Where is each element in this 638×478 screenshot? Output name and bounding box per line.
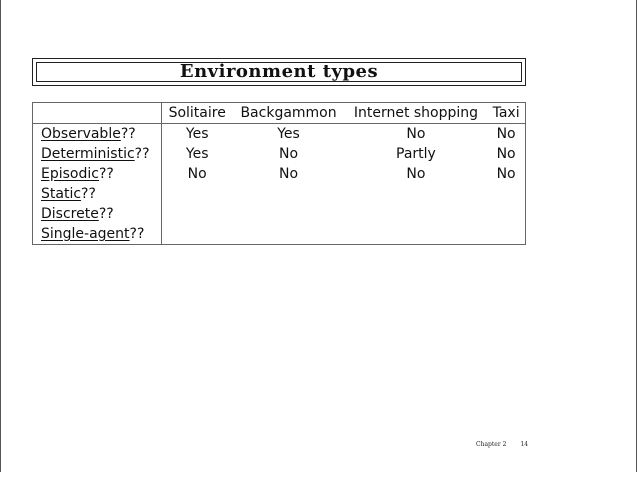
property-suffix: ?? xyxy=(129,226,145,242)
slide-footer xyxy=(476,441,528,448)
property-cell xyxy=(33,124,162,145)
table-header-row xyxy=(33,103,526,124)
value-cell xyxy=(162,184,233,204)
value-cell xyxy=(487,224,525,245)
chapter-label: Chapter 2 xyxy=(476,441,507,448)
value-cell: No xyxy=(406,166,426,182)
property-cell xyxy=(33,224,162,245)
value-cell xyxy=(232,204,344,224)
property-suffix: ?? xyxy=(81,186,96,202)
value-cell: No xyxy=(496,126,516,142)
property-cell xyxy=(33,204,162,224)
value-cell xyxy=(232,224,344,245)
property-link[interactable]: Static xyxy=(41,186,82,202)
table-row xyxy=(33,204,526,224)
property-suffix: ?? xyxy=(134,146,150,162)
table-row xyxy=(33,164,526,184)
page-number: 14 xyxy=(520,441,529,448)
value-cell xyxy=(345,224,488,245)
property-link[interactable]: Episodic xyxy=(41,166,99,182)
value-cell: No xyxy=(496,166,516,182)
property-link[interactable]: Discrete xyxy=(41,206,99,222)
value-cell: Yes xyxy=(185,146,209,162)
property-cell xyxy=(33,144,162,164)
property-suffix: ?? xyxy=(98,166,114,182)
title-box xyxy=(32,58,526,86)
value-cell: Yes xyxy=(277,126,300,142)
value-cell: Yes xyxy=(185,126,209,142)
value-cell: No xyxy=(406,126,426,142)
property-suffix: ?? xyxy=(98,206,114,222)
column-header: Solitaire xyxy=(168,105,226,121)
value-cell xyxy=(345,204,488,224)
value-cell xyxy=(232,184,344,204)
column-header: Backgammon xyxy=(240,105,337,121)
value-cell xyxy=(487,184,525,204)
environment-table xyxy=(32,102,526,245)
value-cell xyxy=(162,204,233,224)
property-link[interactable]: Single-agent xyxy=(41,226,130,242)
property-suffix: ?? xyxy=(120,126,136,142)
value-cell xyxy=(162,224,233,245)
column-header: Internet shopping xyxy=(353,105,479,121)
property-cell xyxy=(33,164,162,184)
value-cell: No xyxy=(496,146,516,162)
header-corner-cell xyxy=(33,103,162,124)
value-cell xyxy=(345,184,488,204)
value-cell: No xyxy=(187,166,207,182)
table-row xyxy=(33,144,526,164)
table-row xyxy=(33,184,526,204)
table-row xyxy=(33,224,526,245)
slide-title: Environment types xyxy=(179,60,379,82)
value-cell xyxy=(487,204,525,224)
value-cell: No xyxy=(279,146,299,162)
title-box-inner xyxy=(36,62,522,82)
value-cell: No xyxy=(279,166,299,182)
value-cell: Partly xyxy=(396,146,436,162)
property-cell xyxy=(33,184,162,204)
property-link[interactable]: Observable xyxy=(41,126,121,142)
property-link[interactable]: Deterministic xyxy=(41,146,135,162)
column-header: Taxi xyxy=(492,105,520,121)
table-row xyxy=(33,124,526,145)
